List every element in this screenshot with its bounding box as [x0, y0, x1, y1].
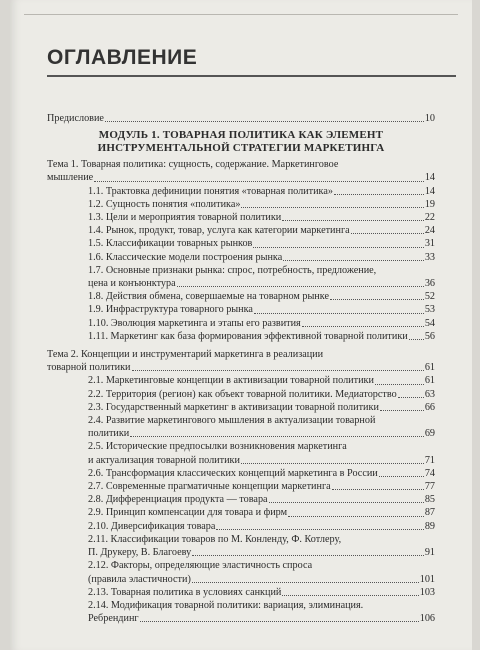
- toc-topic-1-line2-row: [47, 171, 435, 184]
- toc-entry-text: Предисловие: [47, 113, 104, 124]
- toc-entry-text: 2.6. Трансформация классических концепций маркетинга в России: [88, 467, 378, 479]
- toc-entry-text: 1.11. Маркетинг как база формирования эффективной товарной политики: [88, 330, 408, 342]
- table-of-contents: [47, 112, 435, 625]
- toc-item-1-7[interactable]: [47, 264, 435, 290]
- leader-dots: [282, 211, 424, 221]
- toc-entry-line2: Ребрендинг: [88, 613, 139, 625]
- toc-entry-page: 103: [419, 586, 435, 598]
- toc-entry-text: 2.3. Государственный маркетинг в активизации товарной политики: [88, 401, 379, 413]
- toc-preface[interactable]: [47, 112, 435, 125]
- leader-dots: [380, 401, 424, 411]
- toc-entry-line2: политики: [88, 428, 130, 440]
- toc-entry-page: 33: [424, 251, 435, 263]
- toc-entry-page: 71: [424, 454, 435, 466]
- toc-entry-page: 66: [424, 401, 435, 413]
- toc-entry-text: 2.10. Диверсификация товара: [88, 520, 216, 532]
- toc-item-2-3[interactable]: [47, 401, 435, 414]
- leader-dots: [130, 427, 424, 437]
- leader-dots: [192, 573, 419, 583]
- leader-dots: [241, 454, 424, 464]
- toc-entry-page: 61: [424, 375, 435, 387]
- toc-item-2-10[interactable]: [47, 520, 435, 533]
- toc-entry-page: 19: [424, 198, 435, 210]
- page-title: ОГЛАВЛЕНИЕ: [47, 46, 198, 69]
- leader-dots: [288, 507, 424, 517]
- toc-entry-text: 2.1. Маркетинговые концепции в активизации товарной политики: [88, 375, 374, 387]
- toc-entry-page: 52: [424, 291, 435, 303]
- leader-dots: [282, 586, 418, 596]
- toc-entry-page: 10: [424, 113, 435, 124]
- toc-entry-line2-row: [88, 454, 435, 467]
- toc-item-2-12[interactable]: [47, 559, 435, 585]
- toc-entry-text: 1.3. Цели и мероприятия товарной политики: [88, 212, 282, 224]
- toc-item-1-4[interactable]: [47, 224, 435, 237]
- toc-entry-page: 85: [424, 494, 435, 506]
- toc-entry-text: 1.10. Эволюция маркетинга и этапы его развития: [88, 317, 301, 329]
- title-rule: [47, 75, 456, 77]
- leader-dots: [351, 224, 424, 234]
- leader-dots: [132, 361, 424, 371]
- leader-dots: [177, 277, 424, 287]
- leader-dots: [283, 251, 424, 261]
- toc-item-1-6[interactable]: [47, 251, 435, 264]
- toc-item-2-6[interactable]: [47, 467, 435, 480]
- toc-entry-page: 31: [424, 238, 435, 250]
- toc-topic-1-line1: Тема 1. Товарная политика: сущность, содержание. Маркетинговое: [47, 159, 339, 171]
- toc-topic-2-line2-row: [47, 361, 435, 374]
- toc-topic-1-line2: мышление: [47, 172, 94, 184]
- toc-entry-line2-row: [88, 546, 435, 559]
- toc-entry-page: 36: [424, 278, 435, 290]
- toc-entry-page: 89: [424, 520, 435, 532]
- toc-entry-page: 54: [424, 317, 435, 329]
- leader-dots: [379, 467, 424, 477]
- toc-entry-text: 1.8. Действия обмена, совершаемые на товарном рынке: [88, 291, 329, 303]
- leader-dots: [94, 171, 424, 181]
- book-page: [10, 0, 472, 650]
- toc-item-2-2[interactable]: [47, 388, 435, 401]
- leader-dots: [332, 480, 424, 490]
- toc-entry-text: 2.8. Дифференциация продукта — товара: [88, 494, 268, 506]
- toc-entry-line2: П. Друкеру, В. Благоеву: [88, 547, 192, 559]
- toc-entry-page: 63: [424, 388, 435, 400]
- leader-dots: [216, 520, 423, 530]
- leader-dots: [375, 374, 424, 384]
- toc-item-2-7[interactable]: [47, 480, 435, 493]
- toc-entry-page: 101: [419, 573, 435, 585]
- toc-item-2-8[interactable]: [47, 493, 435, 506]
- toc-item-2-1[interactable]: [47, 374, 435, 387]
- toc-entry-text: 2.2. Территория (регион) как объект товарной политики. Медиаторство: [88, 388, 397, 400]
- toc-entry-text: 2.9. Принцип компенсации для товара и фирм: [88, 507, 288, 519]
- toc-item-2-4[interactable]: [47, 414, 435, 440]
- toc-entry-line2-row: [88, 612, 435, 625]
- toc-item-2-13[interactable]: [47, 586, 435, 599]
- toc-entry-text: 1.4. Рынок, продукт, товар, услуга как категории маркетинга: [88, 225, 350, 237]
- leader-dots: [254, 303, 424, 313]
- toc-item-1-5[interactable]: [47, 237, 435, 250]
- leader-dots: [398, 388, 424, 398]
- toc-item-1-2[interactable]: [47, 198, 435, 211]
- toc-entry-page: 91: [424, 547, 435, 559]
- leader-dots: [334, 185, 424, 195]
- toc-topic-2[interactable]: [47, 348, 435, 374]
- leader-dots: [140, 612, 419, 622]
- toc-entry-page: 14: [424, 185, 435, 197]
- toc-entry-page: 53: [424, 304, 435, 316]
- toc-item-2-14[interactable]: [47, 599, 435, 625]
- toc-entry-page: 74: [424, 467, 435, 479]
- toc-item-1-3[interactable]: [47, 211, 435, 224]
- leader-dots: [302, 317, 424, 327]
- toc-entry-line1: 2.11. Классификации товаров по М. Конленду, Ф. Котлеру,: [88, 533, 342, 545]
- toc-entry-line2-row: [88, 277, 435, 290]
- toc-entry-line2-row: [88, 427, 435, 440]
- toc-entry-text: 1.2. Сущность понятия «политика»: [88, 198, 241, 210]
- toc-entry-line1: 2.5. Исторические предпосылки возникновения маркетинга: [88, 441, 347, 453]
- toc-entry-line2-row: [88, 573, 435, 586]
- toc-entry-line2: (правила эластичности): [88, 573, 191, 585]
- toc-item-2-5[interactable]: [47, 440, 435, 466]
- toc-topic-2-line1: Тема 2. Концепции и инструментарий маркетинга в реализации: [47, 349, 324, 361]
- toc-entry-text: 1.5. Классификации товарных рынков: [88, 238, 253, 250]
- toc-entry-page: 106: [419, 613, 435, 625]
- module-heading-line1: МОДУЛЬ 1. ТОВАРНАЯ ПОЛИТИКА КАК ЭЛЕМЕНТ: [98, 129, 384, 142]
- toc-item-1-1[interactable]: [47, 185, 435, 198]
- toc-entry-page: 69: [424, 428, 435, 440]
- toc-item-2-11[interactable]: [47, 533, 435, 559]
- toc-entry-text: 1.6. Классические модели построения рынка: [88, 251, 283, 263]
- toc-entry-text: 1.1. Трактовка дефиниции понятия «товарная политика»: [88, 185, 333, 197]
- toc-entry-text: 2.7. Современные прагматичные концепции маркетинга: [88, 481, 331, 493]
- toc-entry-page: 87: [424, 507, 435, 519]
- toc-entry-page: 56: [424, 330, 435, 342]
- toc-topic-1[interactable]: [47, 158, 435, 184]
- toc-entry-page: 24: [424, 225, 435, 237]
- toc-entry-line1: 2.14. Модификация товарной политики: вариация, элиминация.: [88, 599, 364, 611]
- toc-item-2-9[interactable]: [47, 506, 435, 519]
- toc-item-1-10[interactable]: [47, 317, 435, 330]
- toc-entry-line1: 2.12. Факторы, определяющие эластичность спроса: [88, 560, 313, 572]
- running-header: [24, 6, 458, 15]
- toc-topic-2-page: 61: [424, 362, 435, 374]
- toc-topic-1-page: 14: [424, 172, 435, 184]
- module-heading-line2: ИНСТРУМЕНТАЛЬНОЙ СТРАТЕГИИ МАРКЕТИНГА: [97, 142, 385, 155]
- module-heading: [47, 129, 435, 155]
- toc-entry-line1: 1.7. Основные признаки рынка: спрос, потребность, предложение,: [88, 264, 377, 276]
- toc-item-1-9[interactable]: [47, 303, 435, 316]
- leader-dots: [105, 112, 424, 122]
- toc-entry-page: 77: [424, 481, 435, 493]
- leader-dots: [253, 237, 423, 247]
- toc-entry-page: 22: [424, 212, 435, 224]
- toc-entry-line2: и актуализация товарной политики: [88, 454, 240, 466]
- toc-entry-line2: цена и конъюнктура: [88, 278, 176, 290]
- toc-entry-text: 2.13. Товарная политика в условиях санкций: [88, 586, 282, 598]
- toc-item-1-8[interactable]: [47, 290, 435, 303]
- leader-dots: [409, 330, 424, 340]
- leader-dots: [269, 493, 424, 503]
- toc-entry-line1: 2.4. Развитие маркетингового мышления в актуализации товарной: [88, 415, 376, 427]
- toc-topic-2-line2: товарной политики: [47, 362, 131, 374]
- toc-entry-text: 1.9. Инфраструктура товарного рынка: [88, 304, 253, 316]
- toc-item-1-11[interactable]: [47, 330, 435, 343]
- leader-dots: [330, 290, 424, 300]
- leader-dots: [192, 546, 424, 556]
- leader-dots: [241, 198, 423, 208]
